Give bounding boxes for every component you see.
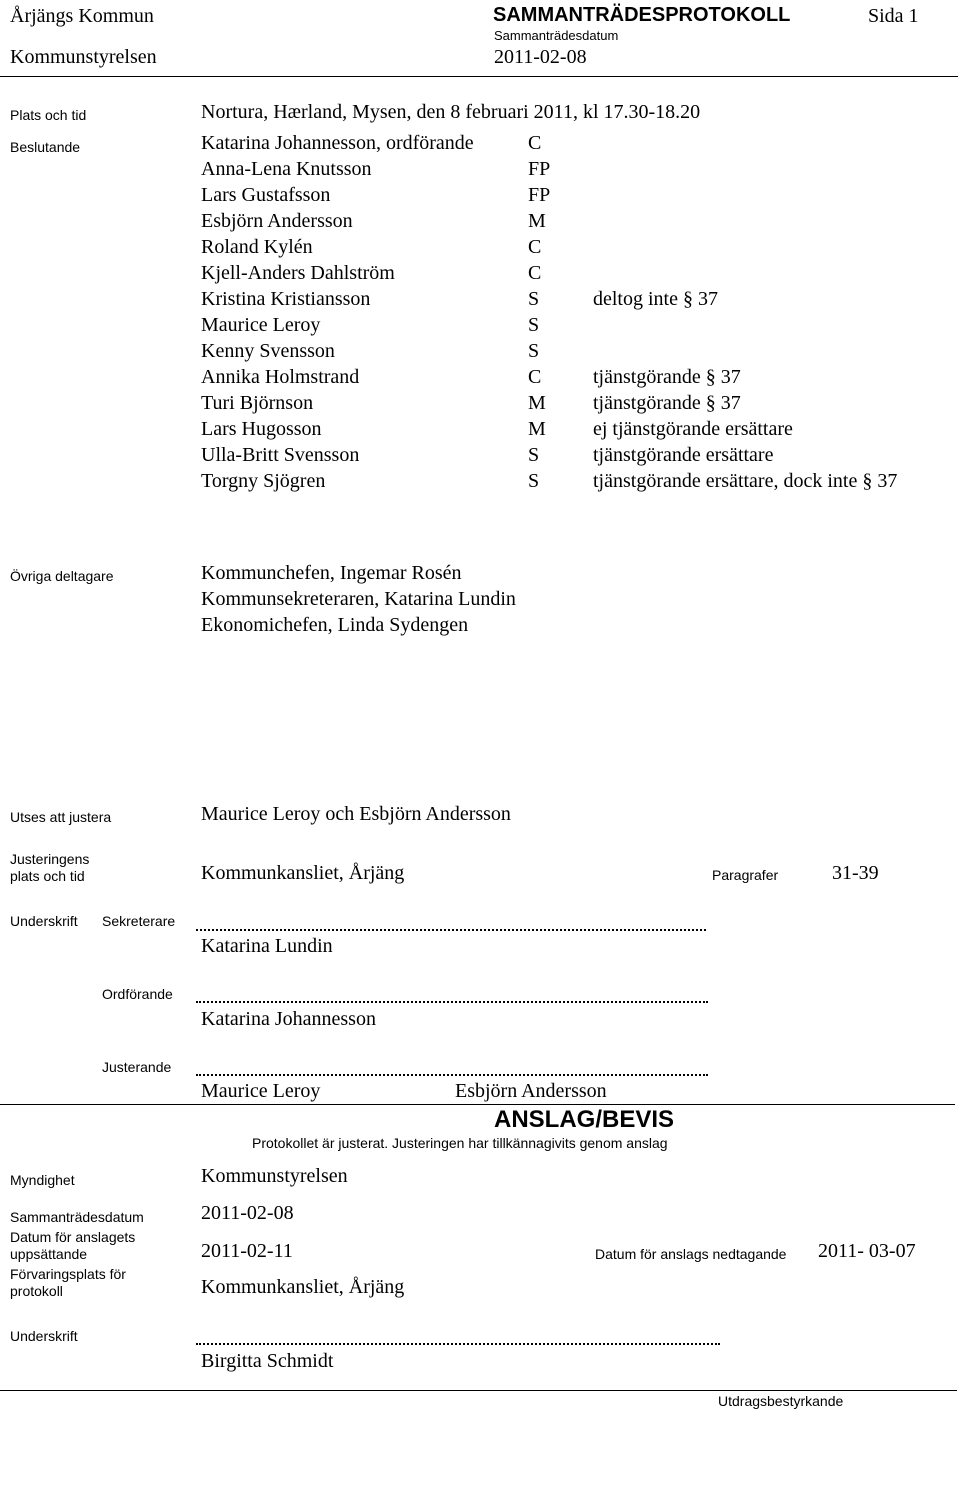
storage-label-2: protokoll <box>10 1283 63 1299</box>
member-party: FP <box>528 158 551 180</box>
posted-date: 2011-02-11 <box>201 1240 293 1262</box>
other-participant: Ekonomichefen, Linda Sydengen <box>201 614 469 636</box>
place-value: Nortura, Hærland, Mysen, den 8 februari 2011, kl 17.30-18.20 <box>201 101 701 123</box>
signer-name: Birgitta Schmidt <box>201 1350 334 1372</box>
member-note: deltog inte § 37 <box>593 288 718 310</box>
adjust-place: Kommunkansliet, Årjäng <box>201 862 405 884</box>
authority-value: Kommunstyrelsen <box>201 1165 348 1187</box>
member-name: Lars Gustafsson <box>201 184 331 206</box>
adjuster-1-name: Maurice Leroy <box>201 1080 321 1102</box>
member-party: C <box>528 236 542 258</box>
other-participant: Kommunchefen, Ingemar Rosén <box>201 562 462 584</box>
footer-divider <box>0 1390 957 1391</box>
notice-divider <box>0 1104 955 1105</box>
removed-label: Datum för anslags nedtagande <box>595 1246 787 1262</box>
chair-label: Ordförande <box>102 986 173 1002</box>
signature-label: Underskrift <box>10 913 78 929</box>
meeting-date-label: Sammanträdesdatum <box>10 1209 144 1225</box>
posted-label-2: uppsättande <box>10 1246 88 1262</box>
member-party: C <box>528 132 542 154</box>
page-number: Sida 1 <box>868 5 919 27</box>
others-label: Övriga deltagare <box>10 568 114 584</box>
member-name: Kenny Svensson <box>201 340 335 362</box>
adjuster-2-name: Esbjörn Andersson <box>455 1080 607 1102</box>
member-note: tjänstgörande § 37 <box>593 392 741 414</box>
member-name: Katarina Johannesson, ordförande <box>201 132 474 154</box>
member-party: S <box>528 444 540 466</box>
member-note: ej tjänstgörande ersättare <box>593 418 793 440</box>
paragraphs-label: Paragrafer <box>712 867 779 883</box>
adjust-place-label-1: Justeringens <box>10 851 90 867</box>
notice-signature-label: Underskrift <box>10 1328 78 1344</box>
member-party: M <box>528 418 546 440</box>
member-name: Roland Kylén <box>201 236 313 258</box>
member-name: Ulla-Britt Svensson <box>201 444 360 466</box>
paragraphs-value: 31-39 <box>832 862 879 884</box>
notice-subtitle: Protokollet är justerat. Justeringen har tillkännagivits genom anslag <box>252 1135 668 1151</box>
municipality-name: Årjängs Kommun <box>10 5 154 27</box>
member-name: Anna-Lena Knutsson <box>201 158 372 180</box>
member-name: Kjell-Anders Dahlström <box>201 262 395 284</box>
member-name: Esbjörn Andersson <box>201 210 353 232</box>
chair-signature-line <box>196 1001 708 1003</box>
member-party: S <box>528 470 540 492</box>
member-name: Maurice Leroy <box>201 314 321 336</box>
board-name: Kommunstyrelsen <box>10 46 157 68</box>
chair-name: Katarina Johannesson <box>201 1008 376 1030</box>
date-label: Sammanträdesdatum <box>494 28 619 43</box>
member-party: S <box>528 340 540 362</box>
member-party: FP <box>528 184 551 206</box>
secretary-label: Sekreterare <box>102 913 176 929</box>
adjusters-chosen-label: Utses att justera <box>10 809 112 825</box>
member-note: tjänstgörande ersättare <box>593 444 774 466</box>
notice-signature-line <box>196 1343 720 1345</box>
notice-title: ANSLAG/BEVIS <box>494 1106 675 1133</box>
member-name: Lars Hugosson <box>201 418 322 440</box>
member-party: S <box>528 314 540 336</box>
storage-value: Kommunkansliet, Årjäng <box>201 1276 405 1298</box>
member-party: C <box>528 366 542 388</box>
meeting-date: 2011-02-08 <box>494 46 587 68</box>
member-note: tjänstgörande § 37 <box>593 366 741 388</box>
member-name: Turi Björnson <box>201 392 314 414</box>
secretary-signature-line <box>196 929 706 931</box>
posted-label-1: Datum för anslagets <box>10 1229 136 1245</box>
secretary-name: Katarina Lundin <box>201 935 333 957</box>
member-name: Kristina Kristiansson <box>201 288 371 310</box>
document-title: SAMMANTRÄDESPROTOKOLL <box>493 4 791 26</box>
member-party: M <box>528 210 546 232</box>
member-party: C <box>528 262 542 284</box>
authority-label: Myndighet <box>10 1172 75 1188</box>
removed-date: 2011- 03-07 <box>818 1240 916 1262</box>
storage-label-1: Förvaringsplats för <box>10 1266 126 1282</box>
place-label: Plats och tid <box>10 107 87 123</box>
header-divider <box>0 76 958 77</box>
adjusters-chosen: Maurice Leroy och Esbjörn Andersson <box>201 803 511 825</box>
members-label: Beslutande <box>10 139 81 155</box>
member-party: M <box>528 392 546 414</box>
adjusters-label: Justerande <box>102 1059 172 1075</box>
member-name: Torgny Sjögren <box>201 470 326 492</box>
member-note: tjänstgörande ersättare, dock inte § 37 <box>593 470 898 492</box>
adjusters-signature-line <box>196 1074 708 1076</box>
other-participant: Kommunsekreteraren, Katarina Lundin <box>201 588 516 610</box>
extract-label: Utdragsbestyrkande <box>718 1393 844 1409</box>
member-party: S <box>528 288 540 310</box>
member-name: Annika Holmstrand <box>201 366 360 388</box>
meeting-date-value: 2011-02-08 <box>201 1202 294 1224</box>
adjust-place-label-2: plats och tid <box>10 868 85 884</box>
